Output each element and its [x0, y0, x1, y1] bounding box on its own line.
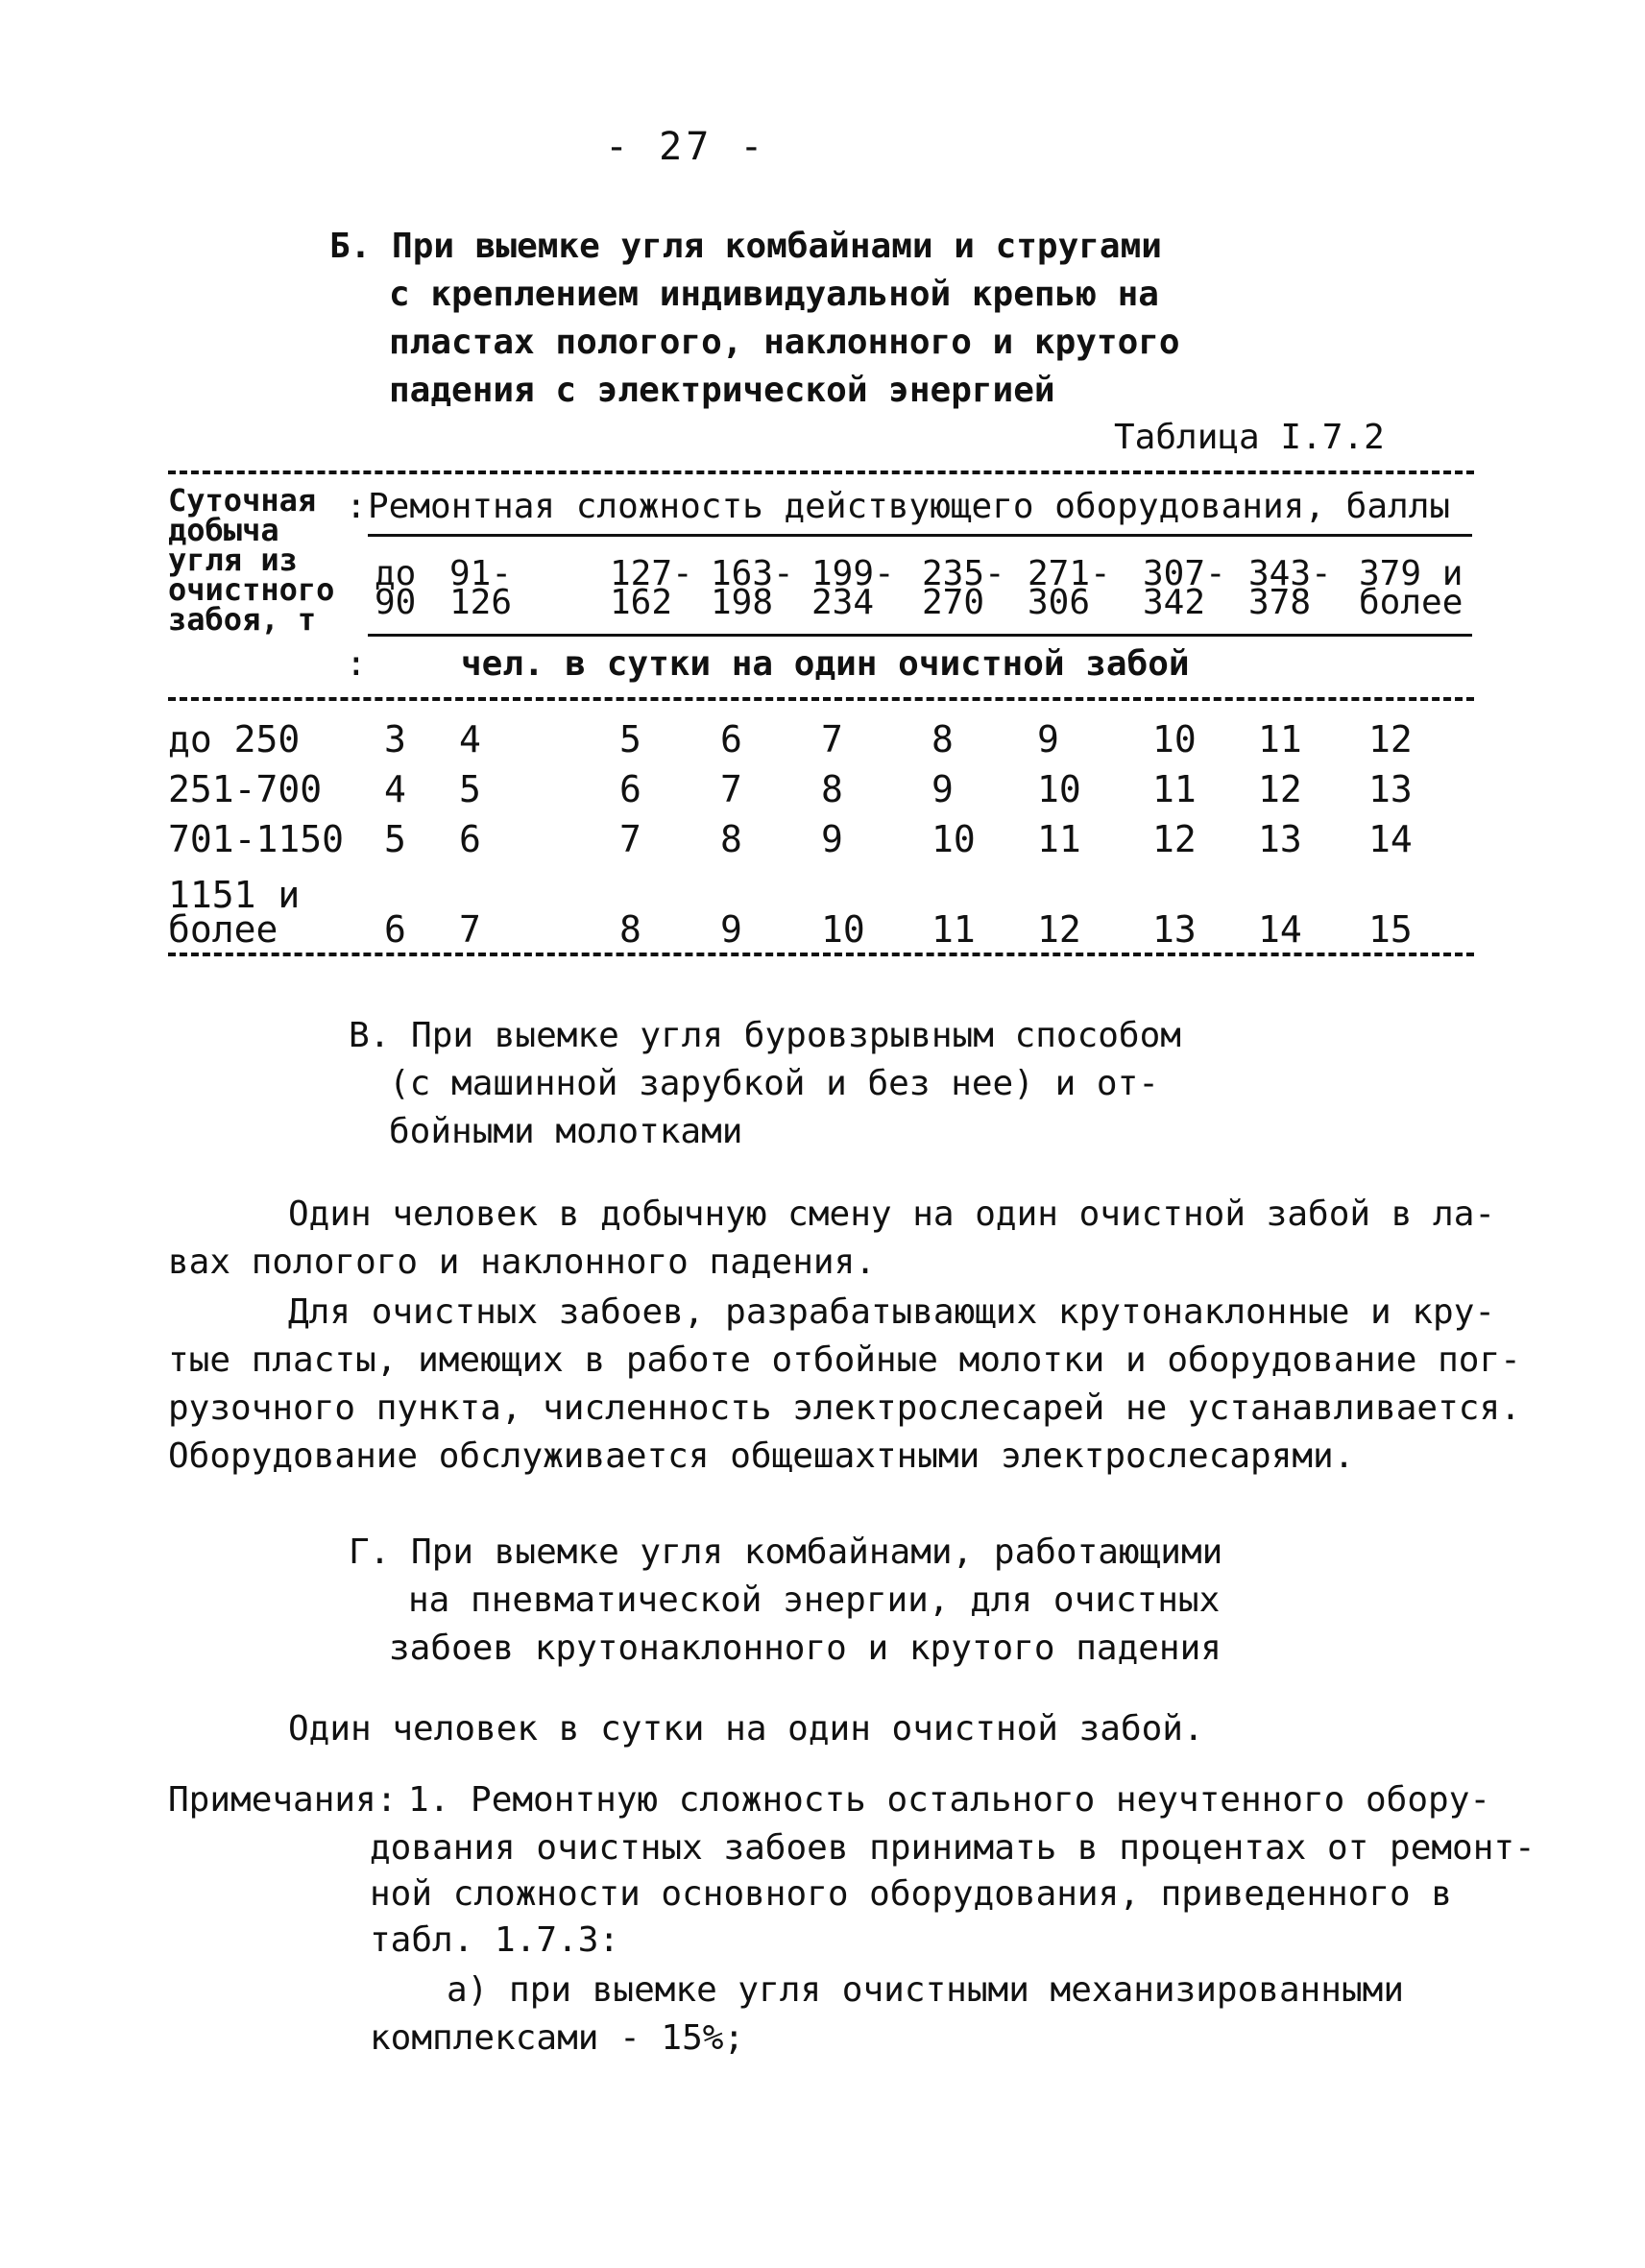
row-label: более	[168, 908, 278, 951]
column-header-bottom: 378	[1248, 583, 1312, 622]
section-g-paragraph: Один человек в сутки на один очистной забой.	[288, 1709, 1204, 1749]
row-header-line: забоя, т	[168, 601, 317, 638]
table-cell: 12	[1152, 818, 1197, 860]
section-g-line-3: забоев крутонаклонного и крутого падения	[389, 1629, 1222, 1668]
table-cell: 14	[1368, 818, 1413, 860]
column-header-top: 91-	[449, 554, 513, 593]
section-b-line-4: падения с электрической энергией	[389, 371, 1055, 410]
row-label: 251-700	[168, 768, 323, 810]
row-label: 701-1150	[168, 818, 345, 860]
header-colon: :	[346, 487, 367, 526]
paragraph-line: Для очистных забоев, разрабатывающих крутонаклонные и кру-	[288, 1292, 1496, 1332]
section-b-line-3: пластах пологого, наклонного и крутого	[389, 323, 1180, 362]
table-cell: 8	[720, 818, 742, 860]
row-header-line: очистного	[168, 571, 335, 608]
table-cell: 12	[1037, 908, 1081, 951]
column-header-top: 343-	[1248, 554, 1332, 593]
paragraph-line: Один человек в добычную смену на один очистной забой в ла-	[288, 1194, 1496, 1234]
section-b-line-2: с креплением индивидуальной крепью на	[389, 275, 1159, 314]
table-cell: 4	[384, 768, 406, 810]
section-g-line-2: на пневматической энергии, для очистных	[408, 1580, 1221, 1620]
table-cell: 5	[619, 718, 641, 760]
table-cell: 9	[1037, 718, 1059, 760]
table-cell: 3	[384, 718, 406, 760]
unit-colon: :	[346, 644, 367, 684]
row-header-line: угля из	[168, 542, 298, 578]
column-header-bottom: 126	[449, 583, 513, 622]
row-header-line: добыча	[168, 512, 279, 548]
table-cell: 7	[619, 818, 641, 860]
column-header-top: 379 и	[1359, 554, 1464, 593]
table-cell: 11	[1258, 718, 1302, 760]
notes-line: табл. 1.7.3:	[370, 1920, 620, 1960]
column-header-bottom: 90	[375, 583, 417, 622]
column-header-bottom: 270	[922, 583, 985, 622]
table-cell: 9	[720, 908, 742, 951]
column-header-top: 235-	[922, 554, 1005, 593]
column-header-top: до	[375, 554, 417, 593]
paragraph-line: вах пологого и наклонного падения.	[168, 1243, 876, 1282]
section-v-line-3: бойными молотками	[389, 1112, 743, 1151]
table-cell: 13	[1152, 908, 1197, 951]
notes-label: Примечания:	[168, 1780, 398, 1820]
table-cell: 7	[821, 718, 843, 760]
table-cell: 7	[459, 908, 481, 951]
column-header-top: 199-	[811, 554, 895, 593]
table-cell: 10	[821, 908, 865, 951]
table-cell: 6	[384, 908, 406, 951]
table-cell: 6	[459, 818, 481, 860]
column-header-top: 163-	[711, 554, 794, 593]
table-cell: 14	[1258, 908, 1302, 951]
table-cell: 7	[720, 768, 742, 810]
table-cell: 5	[384, 818, 406, 860]
section-v-line-1: В. При выемке угля буровзрывным способом	[349, 1016, 1181, 1055]
table-header-rule	[168, 697, 1474, 701]
group-header: Ремонтная сложность действующего оборудования, баллы	[368, 487, 1451, 526]
row-header	[168, 482, 335, 638]
table-cell: 6	[619, 768, 641, 810]
unit-header: чел. в сутки на один очистной забой	[461, 644, 1190, 684]
table-cell: 5	[459, 768, 481, 810]
paragraph-line: тые пласты, имеющих в работе отбойные молотки и оборудование пог-	[168, 1340, 1521, 1380]
paragraph-line: Оборудование обслуживается общешахтными электрослесарями.	[168, 1436, 1355, 1476]
header-rule-1	[368, 534, 1472, 537]
table-cell: 13	[1258, 818, 1302, 860]
notes-line: комплексами - 15%;	[370, 2018, 745, 2058]
column-header-bottom: 198	[711, 583, 774, 622]
table-bottom-rule	[168, 953, 1474, 956]
table-caption: Таблица I.7.2	[1114, 418, 1385, 457]
table-cell: 10	[931, 818, 976, 860]
column-header-bottom: 342	[1143, 583, 1206, 622]
table-cell: 11	[1037, 818, 1081, 860]
column-header-bottom: 162	[610, 583, 673, 622]
table-cell: 11	[1152, 768, 1197, 810]
table-cell: 6	[720, 718, 742, 760]
column-header-top: 271-	[1028, 554, 1111, 593]
notes-line: ной сложности основного оборудования, приведенного в	[370, 1874, 1453, 1914]
table-cell: 15	[1368, 908, 1413, 951]
section-g-line-1: Г. При выемке угля комбайнами, работающими	[349, 1532, 1223, 1572]
table-cell: 12	[1368, 718, 1413, 760]
table-cell: 9	[931, 768, 954, 810]
table-cell: 10	[1152, 718, 1197, 760]
row-label: 1151 и	[168, 874, 301, 916]
column-header-bottom: более	[1359, 583, 1464, 622]
table-cell: 12	[1258, 768, 1302, 810]
table-cell: 10	[1037, 768, 1081, 810]
paragraph-line: рузочного пункта, численность электрослесарей не устанавливается.	[168, 1388, 1521, 1428]
table-cell: 8	[821, 768, 843, 810]
column-header-top: 127-	[610, 554, 693, 593]
section-b-line-1: Б. При выемке угля комбайнами и стругами	[329, 227, 1162, 266]
row-header-line: Суточная	[168, 482, 317, 519]
header-rule-2	[368, 634, 1472, 637]
table-top-rule	[168, 470, 1474, 474]
column-header-top: 307-	[1143, 554, 1226, 593]
column-header-bottom: 234	[811, 583, 875, 622]
table-cell: 9	[821, 818, 843, 860]
table-cell: 8	[931, 718, 954, 760]
table-cell: 4	[459, 718, 481, 760]
notes-line: а) при выемке угля очистными механизированными	[447, 1970, 1404, 2010]
table-cell: 8	[619, 908, 641, 951]
page-number: - 27 -	[605, 125, 767, 169]
section-v-line-2: (с машинной зарубкой и без нее) и от-	[389, 1064, 1159, 1103]
notes-line: дования очистных забоев принимать в процентах от ремонт-	[370, 1828, 1536, 1868]
table-cell: 13	[1368, 768, 1413, 810]
notes-line: 1. Ремонтную сложность остального неучтенного обору-	[408, 1780, 1491, 1820]
table-cell: 11	[931, 908, 976, 951]
column-header-bottom: 306	[1028, 583, 1091, 622]
row-label: до 250	[168, 718, 301, 760]
